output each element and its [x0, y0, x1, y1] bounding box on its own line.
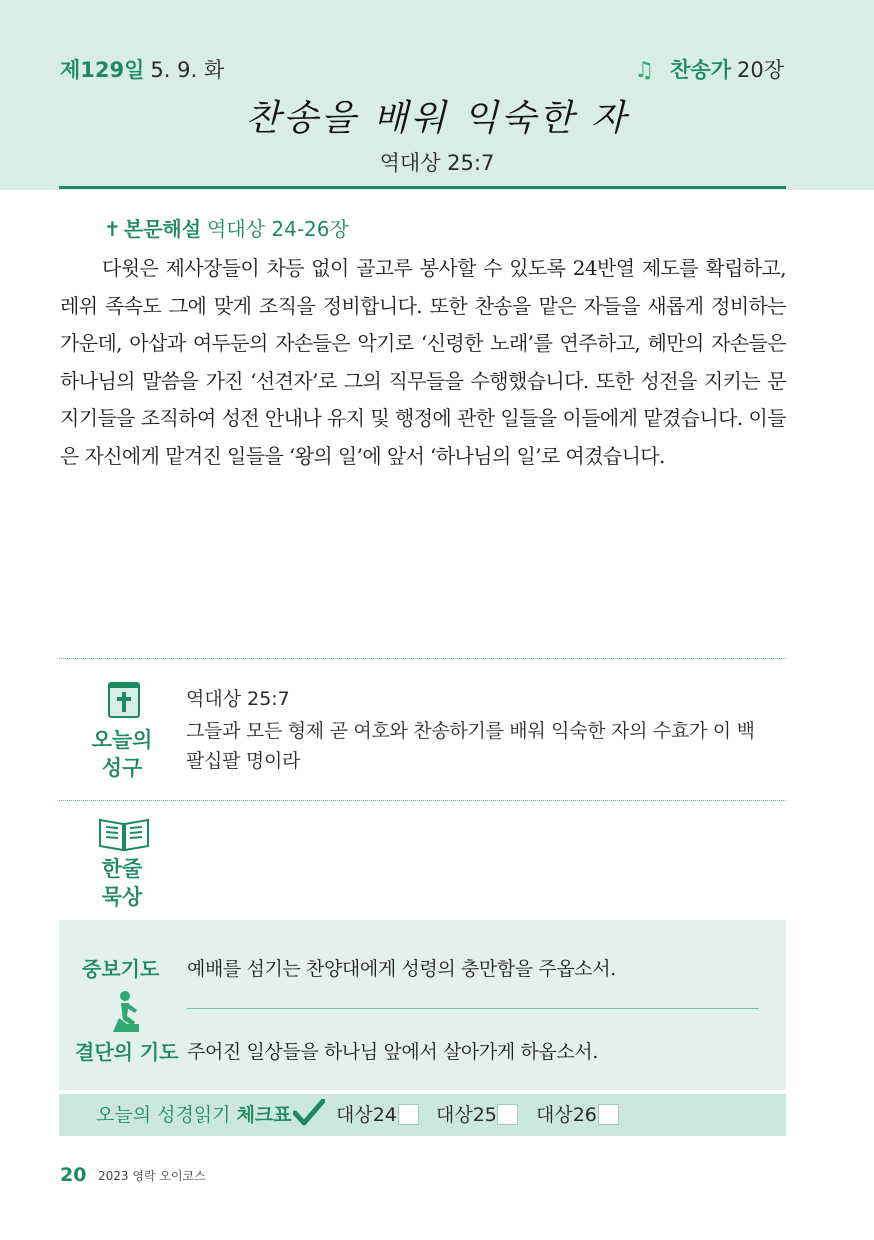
cross-icon: ✝ [104, 217, 121, 241]
checkbox-day3[interactable] [598, 1104, 619, 1125]
checklist-item-label: 대상25 [436, 1104, 497, 1126]
publication-name: 2023 영락 오이코스 [98, 1169, 206, 1183]
open-book-icon [96, 816, 152, 858]
checklist-intro [96, 1101, 292, 1129]
commentary-label: 본문해설 [123, 217, 202, 241]
checklist-item-label: 대상26 [536, 1104, 597, 1126]
checkbox-day2[interactable] [497, 1104, 518, 1125]
intercession-label: 중보기도 [82, 957, 160, 981]
commentary-text: 다윗은 제사장들이 차등 없이 골고루 봉사할 수 있도록 24반열 제도를 확립하고, 레위 족속도 그에 맞게 조직을 정비합니다. 또한 찬송을 맡은 자들을 새롭게 정비하는 가운데, 아삽과 여두둔의 자손들은 악기로 ‘신령한 노래’를 연주하고, 헤만의 자손들은 하나님의 말씀을 가진 ‘선견자’로 그의 직무들을 수행했습니다. 또한 성전을 지키는 문지기들을 조직하여 성전 안내나 유지 및 행정에 관한 일들을 이들에게 맡겼습니다. 이들은 자신에게 맡겨진 일들을 ‘왕의 일’에 앞서 ‘하나님의 일’로 여겼습니다. [60, 256, 786, 468]
prayer-divider [187, 1008, 759, 1009]
verse-label-line1: 오늘의 [91, 728, 153, 752]
verse-label [57, 726, 187, 782]
hymn-word: 찬송가 [670, 58, 731, 82]
verse-reference: 역대상 25:7 [186, 688, 290, 710]
resolution-label: 결단의 기도 [75, 1040, 179, 1064]
title-reference: 역대상 25:7 [379, 151, 495, 175]
page-title: 찬송을 배워 익숙한 자 [245, 98, 629, 139]
section-divider [59, 800, 786, 801]
intercession-text: 예배를 섬기는 찬양대에게 성령의 충만함을 주옵소서. [187, 958, 616, 980]
verse-label-line2: 성구 [101, 756, 143, 780]
checkmark-icon [293, 1099, 325, 1131]
praying-person-icon [105, 990, 143, 1038]
day-label [60, 56, 224, 84]
meditation-label [57, 855, 187, 911]
checklist-item-label: 대상24 [336, 1104, 397, 1126]
checklist-intro-text: 오늘의 성경읽기 [96, 1104, 231, 1126]
resolution-text: 주어진 일상들을 하나님 앞에서 살아가게 하옵소서. [187, 1041, 598, 1063]
checkbox-day1[interactable] [398, 1104, 419, 1125]
meditation-label-line2: 묵상 [101, 885, 143, 909]
verse-text: 그들과 모든 형제 곧 여호와 찬송하기를 배워 익숙한 자의 수효가 이 백팔십팔 명이라 [186, 720, 755, 772]
checklist-bold-label: 체크표 [236, 1104, 292, 1126]
header-divider [59, 186, 786, 189]
commentary-heading [104, 215, 349, 243]
page-number: 20 [60, 1164, 87, 1186]
bible-icon [108, 682, 140, 724]
hymn-label [634, 56, 784, 85]
hymn-number: 20장 [736, 58, 784, 82]
meditation-label-line1: 한줄 [101, 857, 143, 881]
commentary-range: 역대상 24-26장 [207, 217, 349, 241]
day-number: 제129일 [60, 58, 145, 82]
date: 5. 9. 화 [150, 58, 225, 82]
section-divider [59, 658, 786, 659]
music-note-icon: ♫ [634, 58, 655, 83]
